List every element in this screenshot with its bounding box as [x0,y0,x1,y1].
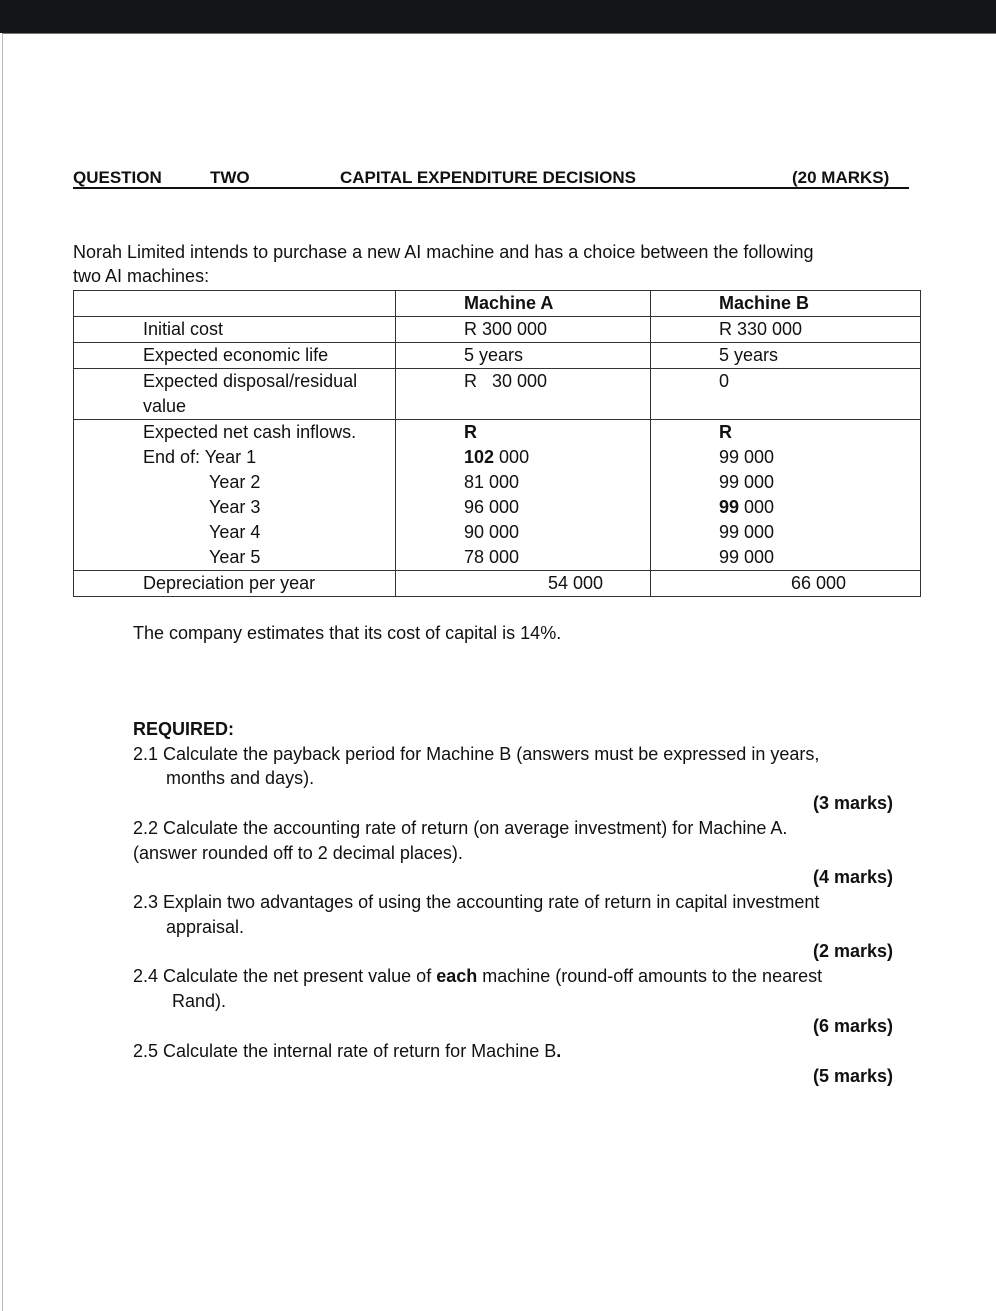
marks-2-2: (4 marks) [812,867,893,887]
question-2-5: 2.5 Calculate the internal rate of return for Machine B. [133,1041,562,1061]
intro-line2: two AI machines: [73,266,210,286]
table-row: Expected disposal/residual value R 30 000 0 [74,369,921,420]
question-2-4: 2.4 Calculate the net present value of each machine (round-off amounts to the nearest [133,966,823,986]
marks-2-1: (3 marks) [812,793,893,813]
table-row-depreciation: Depreciation per year 54 000 66 000 [74,571,921,597]
table-header-row [74,291,921,317]
header-marks: (20 MARKS) [792,168,890,187]
marks-2-4: (6 marks) [812,1016,893,1036]
top-bar [0,0,996,33]
header-number: TWO [210,168,250,187]
required-title: REQUIRED: [133,719,235,739]
table-row-inflows: Expected net cash inflows. End of: Year 1 Year 2 Year 3 Year 4 Year 5 R 102 000 81 000 96 000 90 000 78 000 R 99 000 99 000 99 000 99 000 99 000 [74,420,921,571]
header-machine-b: Machine B [651,291,921,317]
machines-table [73,290,921,597]
marks-2-5: (5 marks) [812,1066,893,1086]
question-2-1: 2.1 Calculate the payback period for Machine B (answers must be expressed in years, [133,744,820,764]
header-machine-a: Machine A [396,291,651,317]
table-row: Initial cost R 300 000 R 330 000 [74,317,921,343]
table-row: Expected economic life 5 years 5 years [74,343,921,369]
document-page [2,33,996,1311]
intro-line1: Norah Limited intends to purchase a new AI machine and has a choice between the following [73,242,814,262]
marks-2-3: (2 marks) [812,941,893,961]
header-topic: CAPITAL EXPENDITURE DECISIONS [340,168,636,187]
header-question: QUESTION [73,168,162,187]
header-underline [73,187,909,189]
question-2-2: 2.2 Calculate the accounting rate of return (on average investment) for Machine A. [133,818,788,838]
cost-of-capital: The company estimates that its cost of capital is 14%. [133,623,562,643]
question-2-3: 2.3 Explain two advantages of using the accounting rate of return in capital investment [133,892,820,912]
